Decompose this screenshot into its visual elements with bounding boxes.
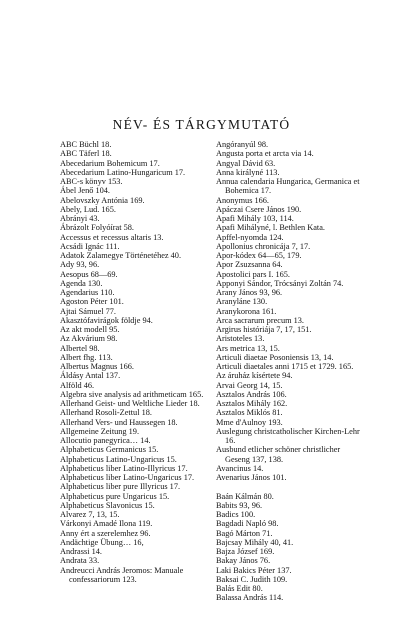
index-entry: Asztalos András 106. xyxy=(216,389,287,399)
index-entry: Apor-kódex 64—65, 179. xyxy=(216,251,302,260)
index-entry: Articuli diaetales anni 1715 et 1729. 165. xyxy=(216,362,354,371)
index-entry: Ábel Jenő 104. xyxy=(60,186,111,196)
index-entry: Annua calendaria Hungarica, Germanica et Bohemica 17. xyxy=(216,177,360,196)
index-entry: Abelovszky Antónia 169. xyxy=(60,195,145,205)
index-entry: Alphabeticus liber Latino-Illyricus 17. xyxy=(60,463,188,473)
index-entry: Arvai Georg 14, 15. xyxy=(216,380,283,390)
index-entry: Apollonius chronicája 7, 17. xyxy=(216,241,311,251)
index-entry: Andrata 33. xyxy=(60,556,100,566)
index-entry: Albertel 98. xyxy=(60,343,100,353)
index-entry: Balassa András 114. xyxy=(216,593,284,603)
index-entry: Arany János 93, 96. xyxy=(216,288,283,297)
index-entry: Várkonyi Amadé Ilona 119. xyxy=(60,519,153,529)
index-entry: Allocutio panegyrica… 14. xyxy=(60,436,151,445)
index-entry: Asztalos Miklós 81. xyxy=(216,408,283,418)
index-entry: ABC Büchl 18. xyxy=(60,140,112,149)
index-entry: Alphabeticus Germanicus 15. xyxy=(60,445,159,455)
index-entry: Allerhand Rosoli-Zettul 18. xyxy=(60,408,152,418)
index-entry: Avenarius János 101. xyxy=(216,473,287,482)
index-entry: Angóranyúl 98. xyxy=(216,140,269,149)
index-entry: Apafi Mihályné, l. Bethlen Kata. xyxy=(216,223,325,233)
index-entry: Apáczai Csere János 190. xyxy=(216,204,302,214)
index-entry: Alphabeticus liber pure Illyricus 17. xyxy=(60,482,181,492)
index-entry: Mme d'Aulnoy 193. xyxy=(216,417,283,427)
index-entry: Angusta porta et arcta via 14. xyxy=(216,149,314,159)
index-entry: Apponyi Sándor, Trócsányi Zoltán 74. xyxy=(216,278,344,288)
index-entry: Balás Edit 80. xyxy=(216,584,263,593)
index-entry: Aristoteles 13. xyxy=(216,334,265,344)
index-entry: Agendarius 110. xyxy=(60,288,115,297)
index-entry: Apafi Mihály 103, 114. xyxy=(216,214,294,223)
index-entry: Agoston Péter 101. xyxy=(60,297,124,307)
index-entry: Anny ért a szerelemhez 96. xyxy=(60,528,151,538)
index-entry: Anna királyné 113. xyxy=(216,167,280,177)
index-entry: Andächtige Übung… 16, xyxy=(60,537,144,547)
index-entry: Az áruház kísértete 94. xyxy=(216,371,293,381)
index-entry: Babits 93, 96. xyxy=(216,500,263,510)
index-entry: Apor Zsuzsanna 64. xyxy=(216,260,283,270)
index-entry: Bagdadi Napló 98. xyxy=(216,519,279,529)
index-entry: Alphabeticus pure Ungaricus 15. xyxy=(60,491,170,501)
index-entry: Abely, Lud. 165. xyxy=(60,204,116,214)
index-entry: Ady 93, 96. xyxy=(60,260,100,270)
index-entry: Andrassi 14. xyxy=(60,547,102,556)
index-entry: Allerhand Geist- und Weltliche Lieder 18. xyxy=(60,399,200,408)
index-entry: Abecedarium Latino-Hungaricum 17. xyxy=(60,167,186,177)
index-entry: Bajza József 169. xyxy=(216,547,275,556)
index-entry: Alvarez 7, 13, 15. xyxy=(60,510,120,519)
index-entry: Laki Bakics Péter 137. xyxy=(216,565,292,575)
index-entry: Argirus históriája 7, 17, 151. xyxy=(216,325,312,334)
index-entry: Andreucci András Jeromos: Manuale confessariorum 123. xyxy=(60,565,184,584)
index-entry: Allerhand Vers- und Haussegen 18. xyxy=(60,417,178,427)
index-entry: Bakay János 76. xyxy=(216,556,271,566)
index-entry: Anonymus 166. xyxy=(216,195,270,205)
index-entry: Az Akvárium 98. xyxy=(60,334,118,344)
page-title: NÉV- ÉS TÁRGYMUTATÓ xyxy=(112,117,291,132)
index-entry: Alföld 46. xyxy=(60,380,95,390)
index-entry: Arca sacrarum precum 13. xyxy=(216,315,304,325)
index-entry: Aranyláne 130. xyxy=(216,297,268,307)
index-entry: Articuli diaetae Posoniensis 13, 14. xyxy=(216,352,334,362)
index-entry: Ausbund etlicher schöner christlicher Geseng 137, 138. xyxy=(216,445,341,464)
index-entry: ABC-s könyv 153. xyxy=(60,177,123,186)
index-entry: Asztalos Mihály 162. xyxy=(216,399,288,408)
index-entry: Akasztófavirágok földje 94. xyxy=(60,315,153,325)
index-entry: Ars metrica 13, 15. xyxy=(216,343,280,353)
index-entry: Aesopus 68—69. xyxy=(60,269,118,279)
index-entry: Alphabeticus liber Latino-Ungaricus 17. xyxy=(60,473,195,482)
index-entry: Ábrázolt Folyóírat 58. xyxy=(60,223,134,233)
index-entry: Az akt modell 95. xyxy=(60,325,120,334)
index-entry: Acsádi Ignác 111. xyxy=(60,241,120,251)
index-column-right xyxy=(216,140,366,603)
index-entry: ABC Täferl 18. xyxy=(60,149,112,159)
index-entry xyxy=(216,482,366,491)
index-entry: Bajcsay Mihály 40, 41. xyxy=(216,537,294,547)
index-entry: Agenda 130. xyxy=(60,278,103,288)
index-entry: Avancinus 14. xyxy=(216,463,264,473)
index-entry: Baán Kálmán 80. xyxy=(216,491,274,501)
index-entry: Apffel-nyomda 124. xyxy=(216,232,284,242)
index-entry: Apostolici pars I. 165. xyxy=(216,269,290,279)
index-entry: Allgemeine Zeitung 19. xyxy=(60,426,140,436)
index-entry: Angyal Dávid 63. xyxy=(216,158,276,168)
index-entry: Alphabeticus Latino-Ungaricus 15. xyxy=(60,454,177,464)
index-entry: Badics 100. xyxy=(216,510,256,519)
index-entry: Ajtai Sámuel 77. xyxy=(60,306,116,316)
index-entry: Albert fhg. 113. xyxy=(60,352,113,362)
index-entry: Adatok Zalamegye Történetéhez 40. xyxy=(60,251,182,260)
index-entry: Aranykorona 161. xyxy=(216,306,277,316)
index-entry: Alphabeticus Slavonicus 15. xyxy=(60,500,155,510)
index-entry: Albertus Magnus 166. xyxy=(60,362,134,371)
index-entry: Bagó Márton 71. xyxy=(216,528,273,538)
index-column-left xyxy=(60,140,210,584)
index-entry: Accessus et recessus altaris 13. xyxy=(60,232,164,242)
index-entry: Abecedarium Bohemicum 17. xyxy=(60,158,160,168)
index-entry: Algebra sive analysis ad arithmeticam 165. xyxy=(60,389,204,399)
index-entry: Auslegung christcatholischer Kirchen-Lehr 16. xyxy=(216,426,360,445)
index-entry: Baksai C. Judith 109. xyxy=(216,574,288,584)
index-entry: Áldásy Antal 137. xyxy=(60,371,121,381)
index-entry: Abrányi 43. xyxy=(60,214,100,223)
